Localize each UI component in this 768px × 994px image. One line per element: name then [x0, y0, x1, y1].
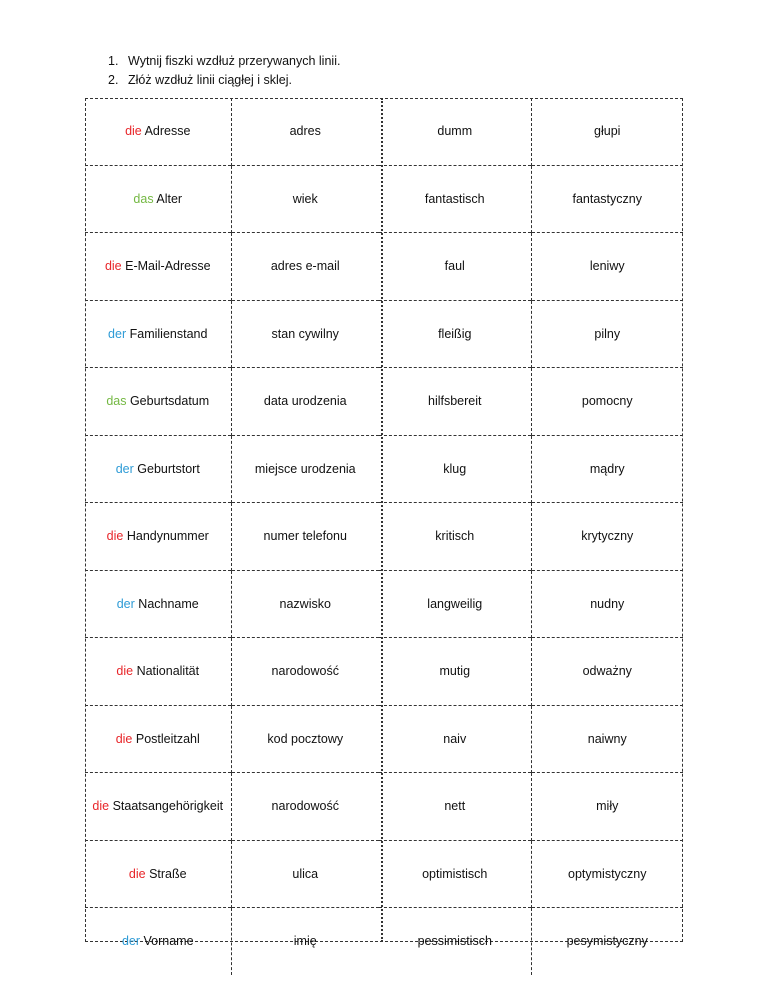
flashcard-row	[85, 840, 683, 908]
polish-noun-card: adres e-mail	[231, 233, 379, 301]
german-noun-card	[85, 300, 231, 368]
flashcard-row	[85, 638, 683, 706]
noun-label: Familienstand	[129, 326, 208, 341]
polish-adjective-card: pomocny	[531, 368, 683, 436]
flashcard-row	[85, 435, 683, 503]
german-noun-card	[85, 908, 231, 975]
article-label: die	[125, 124, 142, 139]
polish-noun-card: imię	[231, 908, 379, 975]
polish-adjective-card: odważny	[531, 638, 683, 706]
flashcard-row	[85, 773, 683, 841]
article-label: der	[115, 461, 134, 476]
polish-adjective-card: naiwny	[531, 705, 683, 773]
german-noun-card	[85, 570, 231, 638]
polish-adjective-card: mądry	[531, 435, 683, 503]
german-noun-card	[85, 840, 231, 908]
polish-noun-card: numer telefonu	[231, 503, 379, 571]
noun-label: Nachname	[138, 596, 199, 611]
german-adjective-card: kritisch	[379, 503, 531, 571]
flashcard-row	[85, 165, 683, 233]
german-noun-card	[85, 503, 231, 571]
polish-adjective-card: pesymistyczny	[531, 908, 683, 975]
german-adjective-card: pessimistisch	[379, 908, 531, 975]
flashcard-row	[85, 908, 683, 975]
flashcard-row	[85, 368, 683, 436]
polish-adjective-card: pilny	[531, 300, 683, 368]
flashcard-table	[85, 98, 683, 975]
noun-label: Geburtsdatum	[129, 394, 210, 409]
instruction-item	[108, 52, 340, 71]
polish-noun-card: narodowość	[231, 773, 379, 841]
polish-noun-card: nazwisko	[231, 570, 379, 638]
polish-noun-card: data urodzenia	[231, 368, 379, 436]
instruction-number: 2.	[108, 73, 119, 87]
article-label: die	[104, 259, 122, 274]
flashcard-row	[85, 300, 683, 368]
noun-label: Postleitzahl	[135, 731, 200, 746]
article-label: der	[121, 934, 141, 949]
german-adjective-card: dumm	[379, 98, 531, 165]
article-label: die	[116, 664, 134, 679]
german-noun-card	[85, 165, 231, 233]
german-adjective-card: hilfsbereit	[379, 368, 531, 436]
polish-noun-card: stan cywilny	[231, 300, 379, 368]
german-noun-card	[85, 705, 231, 773]
polish-adjective-card: optymistyczny	[531, 840, 683, 908]
noun-label: Alter	[156, 191, 183, 206]
noun-label: Nationalität	[136, 664, 200, 679]
instruction-item	[108, 71, 340, 90]
polish-noun-card: adres	[289, 124, 321, 139]
german-adjective-card: faul	[379, 233, 531, 301]
noun-label: E-Mail-Adresse	[125, 259, 211, 274]
article-label: der	[108, 326, 127, 341]
polish-adjective-card: nudny	[531, 570, 683, 638]
polish-adjective-card: fantastyczny	[531, 165, 683, 233]
german-noun-card	[85, 368, 231, 436]
german-noun-card	[85, 435, 231, 503]
flashcard-row	[85, 705, 683, 773]
article-label: das	[106, 394, 127, 409]
polish-noun-card: ulica	[231, 840, 379, 908]
noun-label: Geburtstort	[137, 461, 200, 476]
german-adjective-card: klug	[379, 435, 531, 503]
flashcard-row	[85, 98, 683, 165]
noun-label: Straße	[149, 866, 187, 881]
article-label: die	[92, 799, 110, 814]
german-adjective-card: optimistisch	[379, 840, 531, 908]
polish-noun-card: narodowość	[231, 638, 379, 706]
flashcard-row	[85, 233, 683, 301]
instruction-text: Wytnij fiszki wzdłuż przerywanych linii.	[128, 54, 341, 68]
instruction-text: Złóż wzdłuż linii ciągłej i sklej.	[128, 73, 292, 87]
polish-noun-card: miejsce urodzenia	[231, 435, 379, 503]
instruction-number: 1.	[108, 54, 119, 68]
noun-label: Adresse	[144, 124, 191, 139]
article-label: der	[116, 596, 135, 611]
noun-label: Vorname	[143, 934, 194, 949]
polish-adjective-card: leniwy	[531, 233, 683, 301]
german-adjective-card: nett	[379, 773, 531, 841]
article-label: die	[106, 529, 124, 544]
article-label: die	[128, 866, 146, 881]
polish-adjective-card: krytyczny	[531, 503, 683, 571]
german-adjective-card: mutig	[379, 638, 531, 706]
german-adjective-card: fleißig	[379, 300, 531, 368]
polish-noun-card: wiek	[231, 165, 379, 233]
german-adjective-card: langweilig	[379, 570, 531, 638]
noun-label: Staatsangehörigkeit	[112, 799, 224, 814]
instructions-list	[108, 52, 340, 90]
polish-noun-card: kod pocztowy	[231, 705, 379, 773]
article-label: das	[133, 191, 154, 206]
german-noun-card	[85, 98, 231, 165]
polish-adjective-card: głupi	[594, 124, 621, 139]
noun-label: Handynummer	[126, 529, 209, 544]
flashcard-row	[85, 570, 683, 638]
polish-adjective-card: miły	[531, 773, 683, 841]
german-adjective-card: naiv	[379, 705, 531, 773]
german-noun-card	[85, 233, 231, 301]
article-label: die	[115, 731, 133, 746]
flashcard-row	[85, 503, 683, 571]
german-adjective-card: fantastisch	[379, 165, 531, 233]
german-noun-card	[85, 638, 231, 706]
german-noun-card	[85, 773, 231, 841]
